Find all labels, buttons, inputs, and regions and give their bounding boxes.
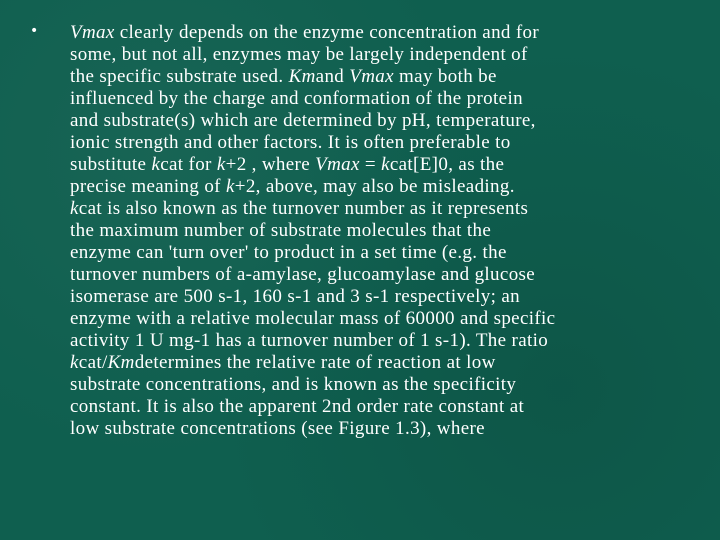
text-run: influenced by the charge and conformation of the protein <box>70 88 523 109</box>
text-line <box>70 242 720 264</box>
text-run: +2, above, may also be misleading. <box>234 176 515 197</box>
text-run: ionic strength and other factors. It is often preferable to <box>70 132 511 153</box>
text-run: cat[E]0, as the <box>389 154 505 175</box>
italic-term: k <box>70 352 79 373</box>
text-line <box>70 352 720 374</box>
text-line <box>70 22 720 44</box>
text-line <box>70 132 720 154</box>
text-run: = <box>359 154 382 175</box>
text-run: substitute <box>70 154 152 175</box>
text-run: enzyme can 'turn over' to product in a set time (e.g. the <box>70 242 507 263</box>
italic-term: Vmax <box>70 22 115 43</box>
text-run: and <box>315 66 350 87</box>
text-line <box>70 198 720 220</box>
text-run: the specific substrate used. <box>70 66 289 87</box>
text-run: isomerase are 500 s-1, 160 s-1 and 3 s-1 respectively; an <box>70 286 520 307</box>
text-run: and substrate(s) which are determined by pH, temperature, <box>70 110 536 131</box>
text-line <box>70 330 720 352</box>
text-run: low substrate concentrations (see Figure 1.3), where <box>70 418 485 439</box>
text-run: +2 , where <box>225 154 316 175</box>
text-line <box>70 220 720 242</box>
italic-term: k <box>70 198 79 219</box>
text-run: cat is also known as the turnover number as it represents <box>78 198 529 219</box>
text-run: precise meaning of <box>70 176 226 197</box>
text-line <box>70 110 720 132</box>
text-run: may both be <box>393 66 497 87</box>
text-run: the maximum number of substrate molecules that the <box>70 220 492 241</box>
body-text <box>70 22 720 440</box>
bullet-marker: • <box>30 23 39 39</box>
italic-term: k <box>216 154 226 175</box>
text-line <box>70 264 720 286</box>
text-run: enzyme with a relative molecular mass of 60000 and specific <box>70 308 556 329</box>
text-run: cat/ <box>78 352 108 373</box>
italic-term: Km <box>288 66 316 87</box>
text-line <box>70 44 720 66</box>
text-run: cat for <box>160 154 217 175</box>
text-run: determines the relative rate of reaction at low <box>134 352 496 373</box>
text-line <box>70 66 720 88</box>
text-line <box>70 88 720 110</box>
text-run: constant. It is also the apparent 2nd order rate constant at <box>70 396 525 417</box>
italic-term: k <box>225 176 235 197</box>
text-line <box>70 176 720 198</box>
italic-term: Vmax <box>315 154 360 175</box>
italic-term: Km <box>107 352 135 373</box>
text-line <box>70 374 720 396</box>
text-line <box>70 396 720 418</box>
text-line <box>70 308 720 330</box>
text-run: turnover numbers of a-amylase, glucoamylase and glucose <box>70 264 536 285</box>
text-run: some, but not all, enzymes may be largely independent of <box>70 44 528 65</box>
text-line <box>70 286 720 308</box>
text-run: activity 1 U mg-1 has a turnover number of 1 s-1). The ratio <box>70 330 549 351</box>
text-line <box>70 418 720 440</box>
text-run: substrate concentrations, and is known as the specificity <box>70 374 517 395</box>
text-run: clearly depends on the enzyme concentration and for <box>114 22 540 43</box>
italic-term: k <box>151 154 161 175</box>
italic-term: k <box>381 154 390 175</box>
italic-term: Vmax <box>349 66 394 87</box>
text-line <box>70 154 720 176</box>
